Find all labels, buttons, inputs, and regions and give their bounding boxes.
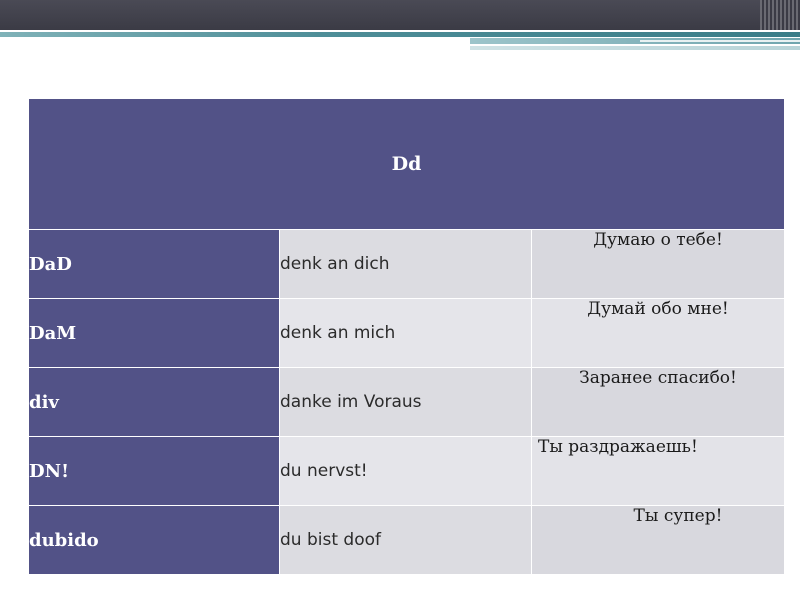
accent-line [470, 46, 800, 50]
table-row [29, 506, 785, 575]
table-row [29, 437, 785, 506]
russian-translation-cell [532, 368, 785, 437]
russian-translation-cell [532, 230, 785, 299]
german-meaning-cell: danke im Voraus [280, 368, 532, 437]
german-meaning-cell: du nervst! [280, 437, 532, 506]
russian-translation-cell [532, 299, 785, 368]
russian-translation-text: Заранее спасибо! [579, 368, 737, 388]
russian-translation-cell [532, 437, 785, 506]
accent-line [0, 32, 800, 37]
table-header: Dd [29, 99, 785, 230]
accent-line [640, 40, 800, 42]
german-meaning-cell: denk an dich [280, 230, 532, 299]
table-row [29, 230, 785, 299]
russian-translation-text: Думай обо мне! [587, 299, 729, 319]
abbreviation-cell: DaM [29, 299, 280, 368]
abbreviation-cell: dubido [29, 506, 280, 575]
german-meaning-cell: denk an mich [280, 299, 532, 368]
russian-translation-cell [532, 506, 785, 575]
abbreviation-cell: DaD [29, 230, 280, 299]
banner-shadow-strip [760, 0, 800, 30]
abbreviation-cell: div [29, 368, 280, 437]
russian-translation-text: Ты раздражаешь! [538, 437, 698, 457]
russian-translation-text: Думаю о тебе! [593, 230, 723, 250]
top-banner [0, 0, 800, 30]
table-row [29, 299, 785, 368]
german-meaning-cell: du bist doof [280, 506, 532, 575]
table-row [29, 368, 785, 437]
abbreviation-table [28, 98, 785, 575]
abbreviation-cell: DN! [29, 437, 280, 506]
russian-translation-text: Ты супер! [633, 506, 723, 526]
